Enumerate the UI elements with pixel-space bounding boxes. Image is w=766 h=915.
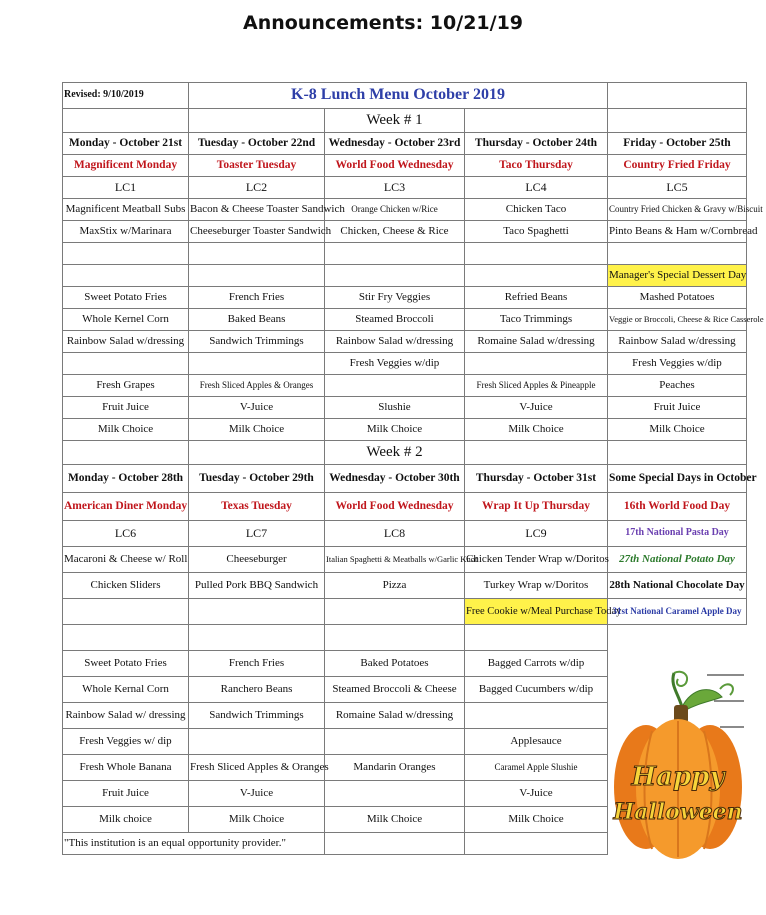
empty-cell xyxy=(189,265,325,287)
table-row xyxy=(63,397,747,419)
empty-cell xyxy=(465,243,608,265)
halloween-text: Halloween xyxy=(613,799,743,825)
table-row xyxy=(63,221,747,243)
special-day: 28th National Chocolate Day xyxy=(608,573,747,599)
table-row xyxy=(63,441,747,465)
table-row xyxy=(63,599,747,625)
side-item: French Fries xyxy=(189,651,325,677)
entree-item: Chicken Sliders xyxy=(63,573,189,599)
theme-label: Texas Tuesday xyxy=(189,493,325,521)
side-item: Fresh Veggies w/dip xyxy=(608,353,747,375)
milk-item: Milk choice xyxy=(63,807,189,833)
side-item: Rainbow Salad w/dressing xyxy=(63,331,189,353)
milk-item: Milk Choice xyxy=(465,807,608,833)
empty-cell xyxy=(63,625,189,651)
lunch-code: LC6 xyxy=(63,521,189,547)
entree-item: Orange Chicken w/Rice xyxy=(325,199,465,221)
side-item xyxy=(465,353,608,375)
day-header: Monday - October 21st xyxy=(63,133,189,155)
fruit-item: Caramel Apple Slushie xyxy=(465,755,608,781)
theme-label: Wrap It Up Thursday xyxy=(465,493,608,521)
empty-cell xyxy=(325,599,465,625)
happy-halloween-pumpkin-image xyxy=(612,667,744,877)
table-row xyxy=(63,199,747,221)
announcement-title: Announcements: 10/21/19 xyxy=(242,12,524,34)
entree-item: Pinto Beans & Ham w/Cornbread xyxy=(608,221,747,243)
empty-cell xyxy=(325,625,465,651)
entree-item: Pulled Pork BBQ Sandwich xyxy=(189,573,325,599)
day-header: Wednesday - October 23rd xyxy=(325,133,465,155)
week-label: Week # 1 xyxy=(325,109,465,133)
special-dessert-day: Manager's Special Dessert Day xyxy=(608,265,747,287)
side-item: Refried Beans xyxy=(465,287,608,309)
side-item: Sandwich Trimmings xyxy=(189,331,325,353)
theme-label: World Food Wednesday xyxy=(325,155,465,177)
side-item: Steamed Broccoli xyxy=(325,309,465,331)
fruit-item: Fresh Sliced Apples & Oranges xyxy=(189,755,325,781)
empty-cell xyxy=(325,833,465,855)
lunch-code: LC3 xyxy=(325,177,465,199)
entree-item: Taco Spaghetti xyxy=(465,221,608,243)
side-item xyxy=(189,353,325,375)
side-item: Bagged Cucumbers w/dip xyxy=(465,677,608,703)
table-row xyxy=(63,309,747,331)
drink-item: V-Juice xyxy=(189,397,325,419)
fruit-item xyxy=(325,375,465,397)
day-header: Some Special Days in October xyxy=(608,465,747,493)
theme-label: World Food Wednesday xyxy=(325,493,465,521)
equal-opportunity-footer: "This institution is an equal opportunity provider." xyxy=(63,833,325,855)
side-item: Rainbow Salad w/ dressing xyxy=(63,703,189,729)
empty-cell xyxy=(189,109,325,133)
side-item: Sandwich Trimmings xyxy=(189,703,325,729)
table-row xyxy=(63,465,747,493)
empty-cell xyxy=(325,265,465,287)
table-row xyxy=(63,419,747,441)
milk-item: Milk Choice xyxy=(63,419,189,441)
table-row xyxy=(63,109,747,133)
table-row xyxy=(63,521,747,547)
side-item: Fresh Veggies w/dip xyxy=(325,353,465,375)
menu-title: K-8 Lunch Menu October 2019 xyxy=(189,83,608,109)
empty-cell xyxy=(608,625,747,651)
entree-item: Country Fried Chicken & Gravy w/Biscuit xyxy=(608,199,747,221)
entree-item: Italian Spaghetti & Meatballs w/Garlic Knot xyxy=(325,547,465,573)
drink-item: V-Juice xyxy=(465,781,608,807)
day-header: Wednesday - October 30th xyxy=(325,465,465,493)
table-row xyxy=(63,493,747,521)
drink-item: V-Juice xyxy=(189,781,325,807)
theme-label: Magnificent Monday xyxy=(63,155,189,177)
empty-cell xyxy=(63,109,189,133)
table-row xyxy=(63,573,747,599)
happy-text: Happy xyxy=(631,762,725,792)
day-header: Thursday - October 24th xyxy=(465,133,608,155)
side-item: Taco Trimmings xyxy=(465,309,608,331)
side-item: Baked Potatoes xyxy=(325,651,465,677)
side-item: Stir Fry Veggies xyxy=(325,287,465,309)
theme-label: American Diner Monday xyxy=(63,493,189,521)
table-row xyxy=(63,155,747,177)
table-row xyxy=(63,243,747,265)
side-item: Whole Kernal Corn xyxy=(63,677,189,703)
entree-item: MaxStix w/Marinara xyxy=(63,221,189,243)
drink-item xyxy=(325,781,465,807)
empty-cell xyxy=(608,441,747,465)
table-row xyxy=(63,133,747,155)
empty-cell xyxy=(189,441,325,465)
empty-cell xyxy=(325,243,465,265)
side-item: Applesauce xyxy=(465,729,608,755)
side-item: Sweet Potato Fries xyxy=(63,651,189,677)
fruit-item: Fresh Sliced Apples & Oranges xyxy=(189,375,325,397)
entree-item: Chicken Taco xyxy=(465,199,608,221)
empty-cell xyxy=(465,109,608,133)
empty-cell xyxy=(189,243,325,265)
drink-item: Fruit Juice xyxy=(63,781,189,807)
lunch-code: LC9 xyxy=(465,521,608,547)
side-item: Whole Kernel Corn xyxy=(63,309,189,331)
side-item: French Fries xyxy=(189,287,325,309)
drink-item: Slushie xyxy=(325,397,465,419)
side-item: Bagged Carrots w/dip xyxy=(465,651,608,677)
free-cookie-promo: Free Cookie w/Meal Purchase Today xyxy=(465,599,608,625)
side-item: Rainbow Salad w/dressing xyxy=(325,331,465,353)
entree-item: Chicken Tender Wrap w/Doritos xyxy=(465,547,608,573)
table-row xyxy=(63,331,747,353)
day-header: Friday - October 25th xyxy=(608,133,747,155)
entree-item: Bacon & Cheese Toaster Sandwich xyxy=(189,199,325,221)
entree-item: Cheeseburger Toaster Sandwich xyxy=(189,221,325,243)
empty-cell xyxy=(608,243,747,265)
side-item: Romaine Salad w/dressing xyxy=(325,703,465,729)
milk-item: Milk Choice xyxy=(189,419,325,441)
side-item xyxy=(63,353,189,375)
lunch-code: LC8 xyxy=(325,521,465,547)
drink-item: Fruit Juice xyxy=(608,397,747,419)
drink-item: V-Juice xyxy=(465,397,608,419)
table-row xyxy=(63,625,747,651)
week-label: Week # 2 xyxy=(325,441,465,465)
side-item: Romaine Salad w/dressing xyxy=(465,331,608,353)
side-item: Steamed Broccoli & Cheese xyxy=(325,677,465,703)
entree-item: Turkey Wrap w/Doritos xyxy=(465,573,608,599)
fruit-item: Fresh Whole Banana xyxy=(63,755,189,781)
theme-label: Country Fried Friday xyxy=(608,155,747,177)
table-row xyxy=(63,375,747,397)
side-item: Ranchero Beans xyxy=(189,677,325,703)
empty-cell xyxy=(465,625,608,651)
theme-label: Toaster Tuesday xyxy=(189,155,325,177)
table-row xyxy=(63,265,747,287)
lunch-code: LC7 xyxy=(189,521,325,547)
empty-cell xyxy=(63,243,189,265)
milk-item: Milk Choice xyxy=(325,807,465,833)
milk-item: Milk Choice xyxy=(325,419,465,441)
side-item: Rainbow Salad w/dressing xyxy=(608,331,747,353)
milk-item: Milk Choice xyxy=(465,419,608,441)
empty-cell xyxy=(465,833,608,855)
side-item: Fresh Veggies w/ dip xyxy=(63,729,189,755)
lunch-code: LC4 xyxy=(465,177,608,199)
empty-cell xyxy=(465,265,608,287)
day-header: Thursday - October 31st xyxy=(465,465,608,493)
table-row xyxy=(63,353,747,375)
fruit-item: Mandarin Oranges xyxy=(325,755,465,781)
side-item: Baked Beans xyxy=(189,309,325,331)
revised-date: Revised: 9/10/2019 xyxy=(63,83,189,109)
side-item xyxy=(465,703,608,729)
fruit-item: Peaches xyxy=(608,375,747,397)
empty-cell xyxy=(608,109,747,133)
special-day: 31st National Caramel Apple Day xyxy=(608,599,747,625)
empty-cell xyxy=(608,83,747,109)
fruit-item: Fresh Sliced Apples & Pineapple xyxy=(465,375,608,397)
entree-item: Cheeseburger xyxy=(189,547,325,573)
special-day: 17th National Pasta Day xyxy=(608,521,747,547)
side-item xyxy=(325,729,465,755)
special-day: 27th National Potato Day xyxy=(608,547,747,573)
table-row xyxy=(63,83,747,109)
side-item: Sweet Potato Fries xyxy=(63,287,189,309)
empty-cell xyxy=(63,265,189,287)
milk-item: Milk Choice xyxy=(608,419,747,441)
day-header: Monday - October 28th xyxy=(63,465,189,493)
drink-item: Fruit Juice xyxy=(63,397,189,419)
entree-item: Macaroni & Cheese w/ Roll xyxy=(63,547,189,573)
empty-cell xyxy=(465,441,608,465)
special-day: 16th World Food Day xyxy=(608,493,747,521)
empty-cell xyxy=(63,441,189,465)
table-row xyxy=(63,177,747,199)
day-header: Tuesday - October 22nd xyxy=(189,133,325,155)
empty-cell xyxy=(189,599,325,625)
entree-item: Chicken, Cheese & Rice xyxy=(325,221,465,243)
milk-item: Milk Choice xyxy=(189,807,325,833)
table-row xyxy=(63,287,747,309)
empty-cell xyxy=(63,599,189,625)
theme-label: Taco Thursday xyxy=(465,155,608,177)
lunch-code: LC1 xyxy=(63,177,189,199)
empty-cell xyxy=(189,625,325,651)
entree-item: Pizza xyxy=(325,573,465,599)
fruit-item: Fresh Grapes xyxy=(63,375,189,397)
table-row xyxy=(63,547,747,573)
side-item: Veggie or Broccoli, Cheese & Rice Casserole xyxy=(608,309,747,331)
lunch-code: LC2 xyxy=(189,177,325,199)
day-header: Tuesday - October 29th xyxy=(189,465,325,493)
side-item xyxy=(189,729,325,755)
entree-item: Magnificent Meatball Subs xyxy=(63,199,189,221)
side-item: Mashed Potatoes xyxy=(608,287,747,309)
lunch-code: LC5 xyxy=(608,177,747,199)
